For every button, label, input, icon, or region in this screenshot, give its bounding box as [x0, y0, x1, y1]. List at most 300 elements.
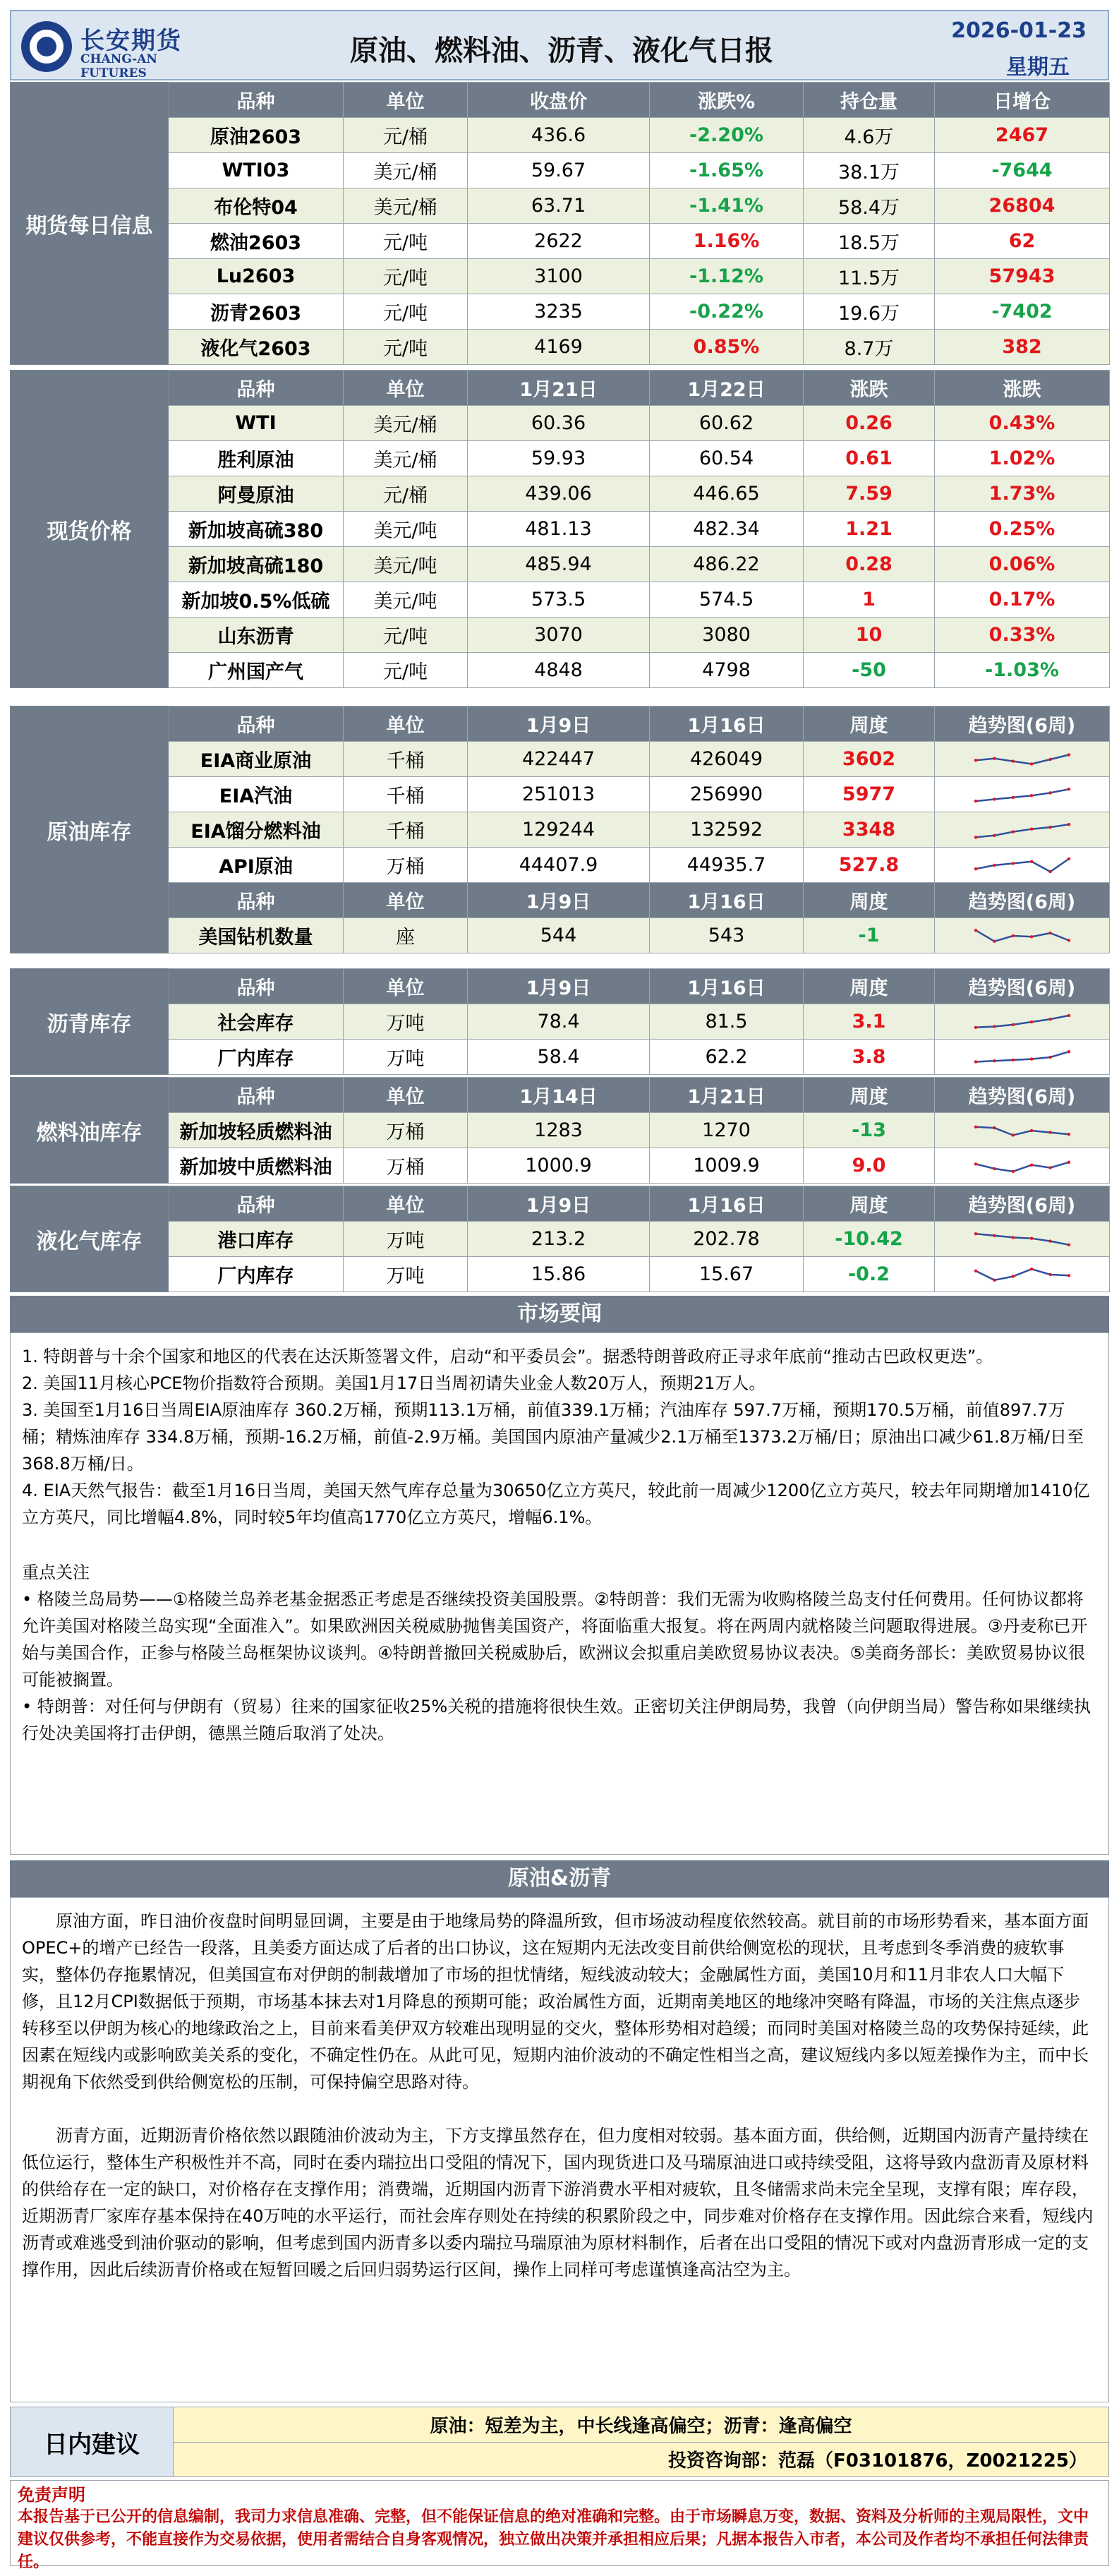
open-interest: 19.6万 [804, 294, 935, 330]
trend-point [1011, 795, 1014, 798]
price-day1: 439.06 [468, 476, 650, 512]
weekly-change: 9.0 [804, 1148, 935, 1184]
value-curr: 132592 [650, 812, 804, 848]
price-change-percent: 0.06% [935, 547, 1110, 582]
section-label: 燃料油库存 [11, 1078, 169, 1184]
table-header-row [11, 1186, 1110, 1222]
column-header: 单位 [344, 706, 468, 742]
trend-point [1011, 1236, 1014, 1239]
price-change-percent: 0.43% [935, 406, 1110, 441]
unit: 美元/桶 [344, 441, 468, 476]
column-header: 品种 [169, 83, 344, 118]
table-row [11, 618, 1110, 653]
trend-point [1030, 762, 1033, 765]
value-curr: 44935.7 [650, 848, 804, 883]
value-curr: 1009.9 [650, 1148, 804, 1184]
table-row [11, 1040, 1110, 1075]
unit: 元/吨 [344, 224, 468, 259]
column-header: 趋势图(6周) [935, 883, 1110, 918]
unit: 元/桶 [344, 118, 468, 153]
news-item: 1. 特朗普与十余个国家和地区的代表在达沃斯签署文件，启动“和平委员会”。据悉特朗普政府正寻求年底前“推动古巴政权更迭”。 [22, 1347, 993, 1366]
column-header: 收盘价 [468, 83, 650, 118]
trend-point [993, 1126, 996, 1128]
variety-name: EIA商业原油 [169, 742, 344, 777]
section-label: 沥青库存 [11, 969, 169, 1075]
column-header: 持仓量 [804, 83, 935, 118]
trend-line [976, 1162, 1069, 1171]
trend-point [1048, 1239, 1051, 1242]
column-header: 单位 [344, 1186, 468, 1222]
unit: 万桶 [344, 1148, 468, 1184]
oi-change: 382 [935, 330, 1110, 365]
column-header: 单位 [344, 1078, 468, 1113]
trend-line [976, 754, 1069, 764]
unit: 万吨 [344, 1257, 468, 1292]
change-percent: -1.65% [650, 153, 804, 188]
price-day1: 481.13 [468, 512, 650, 547]
unit: 美元/桶 [344, 406, 468, 441]
trend-point [1030, 827, 1033, 830]
table-row [11, 653, 1110, 688]
table-row [11, 441, 1110, 476]
trend-sparkline [973, 1119, 1072, 1143]
trend-cell [935, 1148, 1110, 1184]
trend-cell [935, 1257, 1110, 1292]
variety-name: 港口库存 [169, 1222, 344, 1257]
report-weekday: 星期五 [1006, 55, 1070, 80]
table-row [11, 476, 1110, 512]
table-row [11, 547, 1110, 582]
price-day2: 486.22 [650, 547, 804, 582]
price-day1: 485.94 [468, 547, 650, 582]
weekly-change: -0.2 [804, 1257, 935, 1292]
price-day2: 446.65 [650, 476, 804, 512]
column-header: 单位 [344, 883, 468, 918]
price-day2: 4798 [650, 653, 804, 688]
price-day2: 3080 [650, 618, 804, 653]
trend-point [1048, 825, 1051, 828]
price-day1: 59.93 [468, 441, 650, 476]
variety-name: API原油 [169, 848, 344, 883]
focus-item: • 格陵兰岛局势——①格陵兰岛养老基金据悉正考虑是否继续投资美国股票。②特朗普：我们无需为收购格陵兰岛支付任何费用。任何协议都将允许美国对格陵兰岛实现“全面准入”。如果欧洲因关税威胁抛售美国资产，将面临重大报复。将在两周内就格陵兰问题取得进展。③丹麦称已开始与美国合作，正参与格陵兰岛框架协议谈判。④特朗普撤回关税威胁后，欧洲议会拟重启美欧贸易协议表决。⑤美商务部长：美欧贸易协议很可能被搁置。 [22, 1589, 1088, 1690]
variety-name: 布伦特04 [169, 188, 344, 224]
trend-point [974, 1162, 976, 1165]
price-day1: 60.36 [468, 406, 650, 441]
section-label: 期货每日信息 [11, 83, 169, 365]
report-title: 原油、燃料油、沥青、液化气日报 [350, 35, 773, 67]
price-change: 0.61 [804, 441, 935, 476]
close-price: 4169 [468, 330, 650, 365]
value-prev: 44407.9 [468, 848, 650, 883]
trend-line [976, 1269, 1069, 1280]
close-price: 2622 [468, 224, 650, 259]
trend-point [1067, 1274, 1070, 1277]
weekly-change: 3.8 [804, 1040, 935, 1075]
focus-title: 重点关注 [22, 1563, 90, 1582]
table-row [11, 777, 1110, 812]
value-curr: 1270 [650, 1113, 804, 1148]
news-item: 3. 美国至1月16日当周EIA原油库存 360.2万桶，预期113.1万桶，前值339.1万桶；汽油库存 597.7万桶，预期170.5万桶，前值897.7万桶；精炼油库存 334.8万桶，预期-16.2万桶，前值-2.9万桶。美国国内原油产量减少2.1万桶至1373.2万桶/日；原油出口减少61.8万桶/日至368.8万桶/日。 [22, 1400, 1084, 1474]
column-header: 1月16日 [650, 883, 804, 918]
variety-name: WTI [169, 406, 344, 441]
trend-point [1048, 1055, 1051, 1058]
trend-point [993, 939, 996, 942]
trend-point [974, 1232, 976, 1235]
column-header: 周度 [804, 706, 935, 742]
suggestion-label: 日内建议 [11, 2407, 174, 2477]
table-header-row [11, 969, 1110, 1004]
logo-chinese-name: 长安期货 [80, 27, 182, 55]
trend-point [1067, 1013, 1070, 1016]
trend-cell [935, 1222, 1110, 1257]
trend-point [1030, 1057, 1033, 1060]
column-header: 趋势图(6周) [935, 969, 1110, 1004]
unit: 万吨 [344, 1222, 468, 1257]
trend-point [1067, 939, 1070, 941]
column-header: 涨跌 [935, 371, 1110, 406]
column-header: 1月21日 [650, 1078, 804, 1113]
price-change: 1.21 [804, 512, 935, 547]
fuel-oil-inventory-table [10, 1077, 1110, 1184]
trend-point [1067, 1050, 1070, 1053]
price-change: 0.28 [804, 547, 935, 582]
trend-sparkline [973, 783, 1072, 807]
trend-point [1030, 1236, 1033, 1239]
unit: 千桶 [344, 777, 468, 812]
trend-point [1030, 1163, 1033, 1166]
trend-sparkline [973, 1045, 1072, 1069]
trend-point [1030, 1268, 1033, 1270]
trend-cell [935, 918, 1110, 953]
price-day1: 3070 [468, 618, 650, 653]
trend-cell [935, 742, 1110, 777]
variety-name: WTI03 [169, 153, 344, 188]
value-prev: 251013 [468, 777, 650, 812]
price-change-percent: 0.25% [935, 512, 1110, 547]
value-prev: 78.4 [468, 1004, 650, 1040]
crude-analysis-paragraph: 原油方面，昨日油价夜盘时间明显回调，主要是由于地缘局势的降温所致，但市场波动程度依然较高。就目前的市场形势看来，基本面方面OPEC+的增产已经告一段落，且美委方面达成了后者的出口协议，这在短期内无法改变目前供给侧宽松的现状，且考虑到冬季消费的疲软事实，整体仍存拖累情况，但美国宣布对伊朗的制裁增加了市场的担忧情绪，短线波动较大；金融属性方面，美国10月和11月非农人口大幅下修，且12月CPI数据低于预期，市场基本抹去对1月降息的预期可能；政治属性方面，近期南美地区的地缘冲突略有降温，市场的关注焦点逐步转移至以伊朗为核心的地缘政治之上，目前来看美伊双方较难出现明显的交火，整体形势相对趋缓；而同时美国对格陵兰岛的攻势保持延续，此因素在短线内或影响欧美关系的变化，不确定性仍在。从此可见，短期内油价波动的不确定性相当之高，建议短线内多以短差操作为主，而中长期视角下依然受到供给侧宽松的压制，可保持偏空思路对待。 [22, 1911, 1089, 2092]
unit: 元/吨 [344, 618, 468, 653]
trend-line [976, 1234, 1069, 1245]
table-row [11, 918, 1110, 953]
variety-name: 液化气2603 [169, 330, 344, 365]
trend-cell [935, 1004, 1110, 1040]
trend-point [1011, 862, 1014, 865]
price-change-percent: 1.73% [935, 476, 1110, 512]
section-label: 现货价格 [11, 371, 169, 688]
trend-point [1011, 1023, 1014, 1025]
close-price: 3235 [468, 294, 650, 330]
market-news-panel [10, 1332, 1109, 1855]
unit: 千桶 [344, 742, 468, 777]
trend-point [993, 1167, 996, 1169]
column-header: 品种 [169, 706, 344, 742]
column-header: 涨跌% [650, 83, 804, 118]
intraday-suggestion [10, 2407, 1109, 2477]
column-header: 趋势图(6周) [935, 1186, 1110, 1222]
change-percent: 0.85% [650, 330, 804, 365]
column-header: 品种 [169, 371, 344, 406]
unit: 美元/吨 [344, 512, 468, 547]
trend-point [1048, 1272, 1051, 1275]
price-change-percent: 0.17% [935, 582, 1110, 618]
table-row [11, 259, 1110, 294]
open-interest: 4.6万 [804, 118, 935, 153]
price-change-percent: 1.02% [935, 441, 1110, 476]
column-header: 趋势图(6周) [935, 706, 1110, 742]
table-row [11, 1222, 1110, 1257]
trend-line [976, 930, 1069, 941]
trend-point [1011, 1169, 1014, 1172]
asphalt-analysis-paragraph: 沥青方面，近期沥青价格依然以跟随油价波动为主，下方支撑虽然存在，但力度相对较弱。基本面方面，供给侧，近期国内沥青产量持续在低位运行，整体生产积极性并不高，同时在委内瑞拉出口受阻的情况下，国内现货进口及马瑞原油进口或持续受阻，这将导致内盘沥青及原材料的供给存在一定的缺口，对价格存在支撑作用；消费端，近期国内沥青下游消费水平相对疲软，且冬储需求尚未完全呈现，支撑有限；库存段，近期沥青厂家库存基本保持在40万吨的水平运行，而社会库存则处在持续的积累阶段之中，同步难对价格存在支撑作用。因此综合来看，短线内沥青或难逃受到油价驱动的影响，但考虑到国内沥青多以委内瑞拉马瑞原油为原材料制作，后者在出口受阻的情况下或对内盘沥青形成一定的支撑作用，因此后续沥青价格或在短暂回暖之后回归弱势运行区间，操作上同样可考虑谨慎逢高沽空为主。 [22, 2126, 1094, 2280]
price-change: -50 [804, 653, 935, 688]
trend-point [974, 929, 976, 932]
trend-point [1067, 857, 1070, 860]
variety-name: EIA汽油 [169, 777, 344, 812]
table-row [11, 1148, 1110, 1184]
trend-point [974, 867, 976, 870]
trend-point [1067, 1160, 1070, 1163]
futures-table [10, 82, 1110, 365]
open-interest: 18.5万 [804, 224, 935, 259]
unit: 美元/桶 [344, 153, 468, 188]
variety-name: 新加坡轻质燃料油 [169, 1113, 344, 1148]
value-prev: 1283 [468, 1113, 650, 1148]
price-day2: 60.54 [650, 441, 804, 476]
value-curr: 81.5 [650, 1004, 804, 1040]
column-header: 1月9日 [468, 706, 650, 742]
trend-sparkline [973, 1154, 1072, 1178]
price-day2: 574.5 [650, 582, 804, 618]
crude-inventory-table [10, 706, 1110, 953]
column-header: 周度 [804, 969, 935, 1004]
table-row [11, 330, 1110, 365]
trend-point [1011, 830, 1014, 833]
disclaimer-title: 免责声明 [18, 2485, 85, 2505]
column-header: 品种 [169, 1078, 344, 1113]
value-curr: 202.78 [650, 1222, 804, 1257]
column-header: 周度 [804, 1078, 935, 1113]
trend-cell [935, 848, 1110, 883]
variety-name: 沥青2603 [169, 294, 344, 330]
weekly-change: 527.8 [804, 848, 935, 883]
value-prev: 544 [468, 918, 650, 953]
consultant-info: 投资咨询部：范磊（F03101876，Z0021225） [174, 2442, 1109, 2477]
change-percent: -0.22% [650, 294, 804, 330]
oi-change: 57943 [935, 259, 1110, 294]
price-change: 10 [804, 618, 935, 653]
variety-name: 新加坡中质燃料油 [169, 1148, 344, 1184]
variety-name: 原油2603 [169, 118, 344, 153]
focus-item: • 特朗普：对任何与伊朗有（贸易）往来的国家征收25%关税的措施将很快生效。正密切关注伊朗局势，我曾（向伊朗当局）警告称如果继续执行处决美国将打击伊朗，德黑兰随后取消了处决。 [22, 1697, 1091, 1743]
trend-point [1048, 1131, 1051, 1133]
trend-line [976, 858, 1069, 871]
trend-point [1048, 931, 1051, 934]
unit: 万桶 [344, 848, 468, 883]
unit: 万桶 [344, 1113, 468, 1148]
trend-point [993, 1025, 996, 1028]
trend-point [1030, 1020, 1033, 1023]
variety-name: 燃油2603 [169, 224, 344, 259]
trend-point [1067, 753, 1070, 756]
trend-sparkline [973, 853, 1072, 877]
trend-point [1067, 1243, 1070, 1246]
trend-line [976, 1015, 1069, 1027]
value-prev: 1000.9 [468, 1148, 650, 1184]
trend-point [974, 836, 976, 838]
column-header: 品种 [169, 1186, 344, 1222]
column-header: 1月14日 [468, 1078, 650, 1113]
trend-sparkline [973, 1263, 1072, 1287]
column-header: 单位 [344, 83, 468, 118]
trend-cell [935, 777, 1110, 812]
news-item: 4. EIA天然气报告：截至1月16日当周，美国天然气库存总量为30650亿立方英尺，较此前一周减少1200亿立方英尺，较去年同期增加1410亿立方英尺，同比增幅4.8%，同时较5年均值高1770亿立方英尺，增幅6.1%。 [22, 1481, 1090, 1527]
variety-name: Lu2603 [169, 259, 344, 294]
change-percent: -1.41% [650, 188, 804, 224]
table-row [11, 118, 1110, 153]
trend-sparkline [973, 924, 1072, 948]
open-interest: 38.1万 [804, 153, 935, 188]
variety-name: 阿曼原油 [169, 476, 344, 512]
column-header: 品种 [169, 883, 344, 918]
trend-point [974, 759, 976, 762]
variety-name: 山东沥青 [169, 618, 344, 653]
trend-point [1048, 869, 1051, 872]
value-prev: 58.4 [468, 1040, 650, 1075]
column-header: 周度 [804, 883, 935, 918]
oi-change: -7402 [935, 294, 1110, 330]
price-change: 0.26 [804, 406, 935, 441]
trend-point [1067, 788, 1070, 790]
section-label: 原油库存 [11, 706, 169, 953]
column-header: 1月21日 [468, 371, 650, 406]
trend-point [974, 1125, 976, 1128]
weekly-change: -13 [804, 1113, 935, 1148]
table-row [11, 582, 1110, 618]
market-news-title: 市场要闻 [10, 1296, 1109, 1332]
unit: 美元/吨 [344, 582, 468, 618]
trend-point [974, 1060, 976, 1063]
variety-name: 厂内库存 [169, 1257, 344, 1292]
variety-name: 社会库存 [169, 1004, 344, 1040]
column-header: 1月16日 [650, 1186, 804, 1222]
table-row [11, 1004, 1110, 1040]
change-percent: 1.16% [650, 224, 804, 259]
unit: 美元/桶 [344, 188, 468, 224]
trend-point [1048, 1166, 1051, 1169]
unit: 元/吨 [344, 294, 468, 330]
trend-line [976, 1052, 1069, 1061]
variety-name: 美国钻机数量 [169, 918, 344, 953]
trend-point [993, 757, 996, 759]
trend-point [974, 1269, 976, 1272]
unit: 万吨 [344, 1004, 468, 1040]
variety-name: 新加坡高硫380 [169, 512, 344, 547]
variety-name: 广州国产气 [169, 653, 344, 688]
trend-point [1011, 1133, 1014, 1136]
unit: 元/吨 [344, 653, 468, 688]
trend-point [1011, 1275, 1014, 1277]
trend-point [1011, 1058, 1014, 1061]
price-change: 7.59 [804, 476, 935, 512]
variety-name: 胜利原油 [169, 441, 344, 476]
section-label: 液化气库存 [11, 1186, 169, 1292]
trend-line [976, 824, 1069, 837]
trend-point [974, 1025, 976, 1028]
logo-english-name: CHANG-AN FUTURES [80, 52, 157, 80]
unit: 万吨 [344, 1040, 468, 1075]
trend-point [1067, 823, 1070, 826]
trend-point [1067, 1133, 1070, 1136]
analysis-panel [10, 1897, 1109, 2402]
open-interest: 8.7万 [804, 330, 935, 365]
price-change-percent: 0.33% [935, 618, 1110, 653]
column-header: 品种 [169, 969, 344, 1004]
oi-change: -7644 [935, 153, 1110, 188]
close-price: 59.67 [468, 153, 650, 188]
table-row [11, 742, 1110, 777]
weekly-change: -10.42 [804, 1222, 935, 1257]
value-curr: 15.67 [650, 1257, 804, 1292]
variety-name: 新加坡高硫180 [169, 547, 344, 582]
oi-change: 2467 [935, 118, 1110, 153]
value-prev: 213.2 [468, 1222, 650, 1257]
column-header: 日增仓 [935, 83, 1110, 118]
trend-point [993, 1059, 996, 1062]
weekly-change: -1 [804, 918, 935, 953]
close-price: 436.6 [468, 118, 650, 153]
table-row [11, 406, 1110, 441]
column-header: 1月9日 [468, 1186, 650, 1222]
suggestion-text: 原油：短差为主，中长线逢高偏空；沥青：逢高偏空 [174, 2407, 1109, 2443]
oi-change: 62 [935, 224, 1110, 259]
price-day2: 482.34 [650, 512, 804, 547]
column-header: 单位 [344, 371, 468, 406]
variety-name: 厂内库存 [169, 1040, 344, 1075]
price-day1: 4848 [468, 653, 650, 688]
table-header-row [11, 883, 1110, 918]
trend-sparkline [973, 1227, 1072, 1251]
table-row [11, 153, 1110, 188]
table-row [11, 1257, 1110, 1292]
column-header: 涨跌 [804, 371, 935, 406]
logo-emblem-icon [21, 21, 72, 72]
column-header: 1月9日 [468, 969, 650, 1004]
trend-point [993, 1234, 996, 1236]
variety-name: 新加坡0.5%低硫 [169, 582, 344, 618]
trend-cell [935, 812, 1110, 848]
open-interest: 58.4万 [804, 188, 935, 224]
table-header-row [11, 706, 1110, 742]
value-curr: 543 [650, 918, 804, 953]
value-prev: 422447 [468, 742, 650, 777]
table-row [11, 294, 1110, 330]
column-header: 1月9日 [468, 883, 650, 918]
trend-point [993, 1278, 996, 1281]
trend-point [1048, 1017, 1051, 1020]
trend-point [974, 799, 976, 802]
column-header: 1月16日 [650, 706, 804, 742]
weekly-change: 3348 [804, 812, 935, 848]
change-percent: -2.20% [650, 118, 804, 153]
unit: 座 [344, 918, 468, 953]
unit: 元/桶 [344, 476, 468, 512]
trend-sparkline [973, 747, 1072, 771]
trend-cell [935, 1040, 1110, 1075]
trend-point [1030, 935, 1033, 938]
unit: 美元/吨 [344, 547, 468, 582]
company-logo [21, 18, 205, 80]
